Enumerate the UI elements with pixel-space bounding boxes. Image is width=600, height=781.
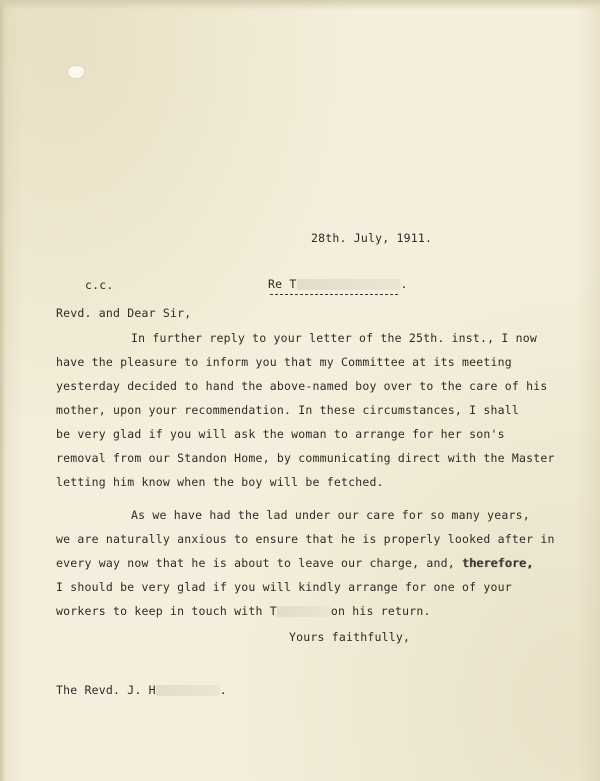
therefore-word: therefore, — [462, 556, 534, 570]
addressee-suffix: . — [219, 683, 227, 697]
punch-hole — [68, 66, 84, 78]
paragraph2-line1: As we have had the lad under our care for so many years, — [131, 508, 530, 522]
redaction-name — [277, 606, 331, 617]
paragraph1-line6: removal from our Standon Home, by communicating direct with the Master — [56, 451, 555, 465]
letter-date: 28th. July, 1911. — [311, 231, 433, 245]
reference-suffix: . — [400, 277, 408, 291]
reference-line — [268, 277, 408, 291]
reference-prefix: Re T — [268, 277, 297, 291]
paragraph1-line7: letting him know when the boy will be fetched. — [56, 475, 384, 489]
paragraph2-line5-text: workers to keep in touch with T — [56, 604, 277, 618]
paper-top-edge — [0, 0, 600, 10]
closing: Yours faithfully, — [289, 630, 411, 644]
paragraph1-line2: have the pleasure to inform you that my Committee at its meeting — [56, 355, 512, 369]
addressee-prefix: The Revd. J. H — [56, 683, 156, 697]
redaction-addressee — [156, 685, 220, 696]
paragraph2-line3-text: every way now that he is about to leave our charge, and, — [56, 556, 463, 570]
paragraph1-line3: yesterday decided to hand the above-named boy over to the care of his — [56, 379, 548, 393]
redaction-surname — [297, 279, 401, 290]
addressee-line — [56, 683, 227, 697]
paragraph2-line5-suffix: on his return. — [330, 604, 431, 618]
cc-note: c.c. — [85, 278, 114, 292]
paragraph2-line2: we are naturally anxious to ensure that he is properly looked after in — [56, 532, 555, 546]
salutation: Revd. and Dear Sir, — [56, 306, 192, 320]
paragraph1-line4: mother, upon your recommendation. In these circumstances, I shall — [56, 403, 520, 417]
paragraph2-line4: I should be very glad if you will kindly arrange for one of your — [56, 580, 512, 594]
paragraph2-line5 — [56, 604, 431, 618]
paragraph1-line1: In further reply to your letter of the 25th. inst., I now — [131, 331, 538, 345]
paragraph1-line5: be very glad if you will ask the woman to arrange for her son's — [56, 427, 505, 441]
paragraph2-line3 — [56, 556, 533, 570]
reference-underline — [270, 294, 398, 295]
paper-left-edge — [0, 0, 6, 781]
